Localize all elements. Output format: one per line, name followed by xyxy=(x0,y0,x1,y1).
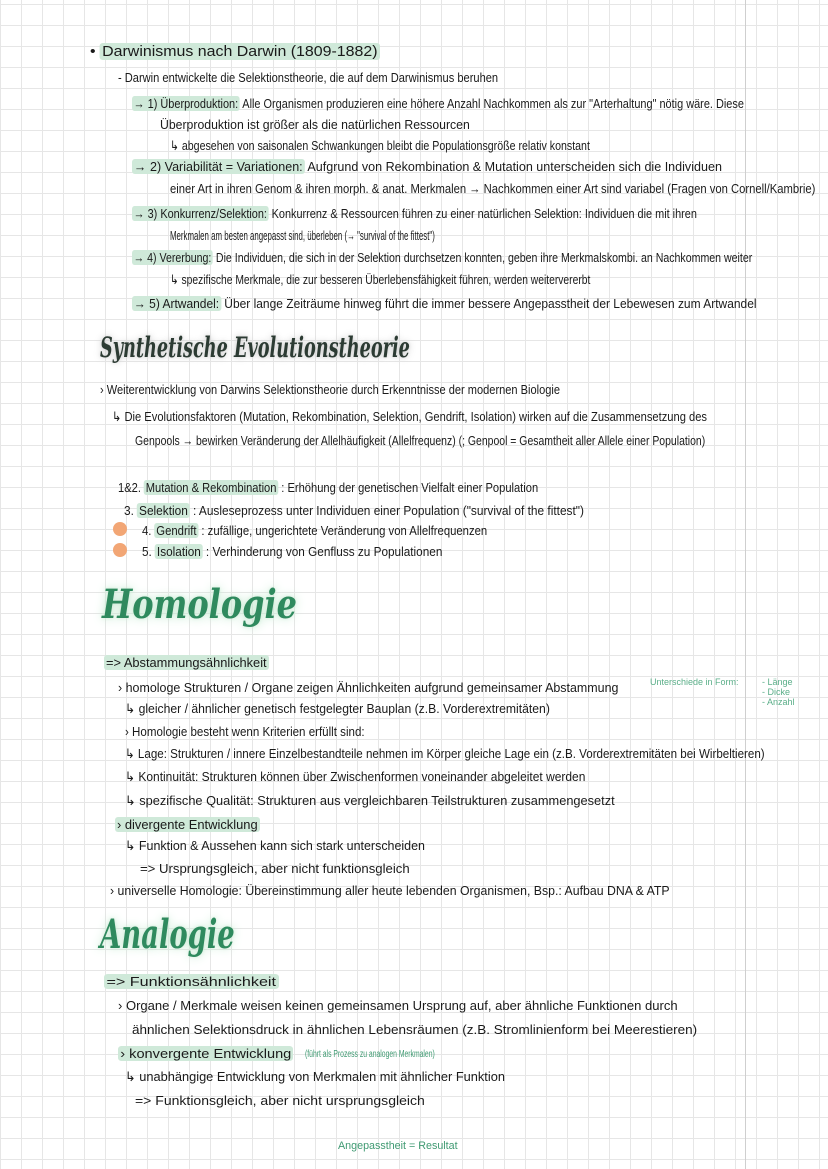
homo-line: › homologe Strukturen / Organe zeigen Ähnlichkeiten aufgrund gemeinsamer Abstammung xyxy=(118,680,619,695)
factor-5 xyxy=(142,544,442,560)
ana-line: ähnlichen Selektionsdruck in ähnlichen Lebensräumen (z.B. Stromlinienform bei Meerestieren) xyxy=(132,1022,698,1037)
homo-line xyxy=(104,655,269,671)
homo-line: => Ursprungsgleich, aber nicht funktionsgleich xyxy=(140,861,410,876)
ana-line: => Funktionsgleich, aber nicht ursprungsgleich xyxy=(135,1093,425,1108)
text: Alle Organismen produzieren eine höhere Anzahl Nachkommen als zur "Arterhaltung" nötig wäre. Diese xyxy=(242,96,744,111)
text: › konvergente Entwicklung xyxy=(118,1046,294,1061)
text: Die Individuen, die sich in der Selektion durchsetzen konnten, geben ihre Merkmalskombi. an Nachkommen weiter xyxy=(215,250,753,265)
point-2 xyxy=(132,159,722,175)
homo-line: ↳ Lage: Strukturen / innere Einzelbestandteile nehmen im Körper gleiche Lage ein (z.B. Vorderextremitäten bei Wirbeltieren) xyxy=(125,746,765,761)
synth-line: ↳ Die Evolutionsfaktoren (Mutation, Rekombination, Selektion, Gendrift, Isolation) wirken auf die Zusammensetzung des xyxy=(112,409,708,424)
label: → 1) Überproduktion: xyxy=(133,96,239,111)
factor-1 xyxy=(118,480,538,496)
darwin-intro: - Darwin entwickelte die Selektionstheorie, die auf dem Darwinismus beruhen xyxy=(118,70,499,85)
point-4-sub: ↳ spezifische Merkmale, die zur besseren Überlebensfähigkeit führen, werden weitervererbt xyxy=(170,272,591,287)
num: 3. xyxy=(124,503,134,518)
text: › divergente Entwicklung xyxy=(116,817,258,832)
name: Isolation xyxy=(156,544,201,559)
point-3 xyxy=(132,206,697,222)
homo-line: › Homologie besteht wenn Kriterien erfüllt sind: xyxy=(125,724,365,739)
homo-line: ↳ Funktion & Aussehen kann sich stark unterscheiden xyxy=(125,838,425,853)
text: : zufällige, ungerichtete Veränderung von Allelfrequenzen xyxy=(201,523,488,538)
text: Über lange Zeiträume hinweg führt die immer bessere Angepasstheit der Lebewesen zum Artwandel xyxy=(224,296,757,311)
text: : Verhinderung von Genfluss zu Populationen xyxy=(205,544,443,559)
orange-dot-icon xyxy=(113,522,127,536)
orange-dot-icon xyxy=(113,543,127,557)
text: Aufgrund von Rekombination & Mutation unterscheiden sich die Individuen xyxy=(307,159,722,174)
side-note-items xyxy=(762,677,795,707)
ana-line: ↳ unabhängige Entwicklung von Merkmalen mit ähnlicher Funktion xyxy=(125,1069,505,1084)
num: 1&2. xyxy=(118,480,141,495)
synth-heading: Synthetische Evolutionstheorie xyxy=(100,331,410,364)
item: - Länge xyxy=(762,677,793,687)
ana-line xyxy=(118,1046,294,1062)
item: - Anzahl xyxy=(762,697,795,707)
darwin-title-text: Darwinismus nach Darwin (1809-1882) xyxy=(100,43,380,60)
num: 4. xyxy=(142,523,152,538)
point-4 xyxy=(132,250,752,266)
name: Mutation & Rekombination xyxy=(145,480,277,495)
footer-note: Angepasstheit = Resultat xyxy=(338,1140,458,1152)
homo-line: ↳ spezifische Qualität: Strukturen aus vergleichbaren Teilstrukturen zusammengesetzt xyxy=(125,793,615,808)
point-5 xyxy=(132,296,757,312)
point-1-cont: Überproduktion ist größer als die natürlichen Ressourcen xyxy=(160,117,470,132)
margin-line xyxy=(745,0,746,1169)
num: 5. xyxy=(142,544,152,559)
ana-note: (führt als Prozess zu analogen Merkmalen) xyxy=(305,1049,435,1060)
name: Gendrift xyxy=(156,523,197,538)
point-2-cont: einer Art in ihren Genom & ihren morph. & anat. Merkmalen → Nachkommen einer Art sind variabel (Fragen von Cornell/Kambrie) xyxy=(170,181,816,196)
text: Konkurrenz & Ressourcen führen zu einer natürlichen Selektion: Individuen die mit ihren xyxy=(271,206,697,221)
point-1 xyxy=(132,96,744,112)
item: - Dicke xyxy=(762,687,791,697)
label: → 5) Artwandel: xyxy=(133,296,220,311)
homo-line: › universelle Homologie: Übereinstimmung aller heute lebenden Organismen, Bsp.: Aufbau DNA & ATP xyxy=(110,883,670,898)
synth-line: Genpools → bewirken Veränderung der Allelhäufigkeit (Allelfrequenz) (; Genpool = Gesamtheit aller Allele einer Population) xyxy=(135,433,706,448)
name: Selektion xyxy=(139,503,188,518)
homo-line: ↳ gleicher / ähnlicher genetisch festgelegter Bauplan (z.B. Vorderextremitäten) xyxy=(125,701,550,716)
homologie-heading: Homologie xyxy=(102,581,297,628)
analogie-heading: Analogie xyxy=(100,911,235,958)
text: => Abstammungsähnlichkeit xyxy=(105,655,267,670)
text: : Ausleseprozess unter Individuen einer Population ("survival of the fittest") xyxy=(192,503,584,518)
point-3-cont: Merkmalen am besten angepasst sind, überleben (→ "survival of the fittest") xyxy=(170,228,435,243)
label: → 2) Variabilität = Variationen: xyxy=(133,159,303,174)
ana-line xyxy=(104,974,278,990)
label: → 4) Vererbung: xyxy=(133,250,212,265)
factor-3 xyxy=(124,503,584,519)
factor-4 xyxy=(142,523,487,539)
text: : Erhöhung der genetischen Vielfalt einer Population xyxy=(281,480,539,495)
text: => Funktionsähnlichkeit xyxy=(104,974,278,989)
homo-line: ↳ Kontinuität: Strukturen können über Zwischenformen voneinander abgeleitet werden xyxy=(125,769,586,784)
label: → 3) Konkurrenz/Selektion: xyxy=(133,206,267,221)
ana-line: › Organe / Merkmale weisen keinen gemeinsamen Ursprung auf, aber ähnliche Funktionen durch xyxy=(118,998,678,1013)
homo-line xyxy=(115,817,260,833)
darwin-title: • Darwinismus nach Darwin (1809-1882) xyxy=(90,44,380,60)
side-note-label: Unterschiede in Form: xyxy=(650,677,739,687)
point-1-sub: ↳ abgesehen von saisonalen Schwankungen bleibt die Populationsgröße relativ konstant xyxy=(170,138,590,153)
synth-line: › Weiterentwicklung von Darwins Selektionstheorie durch Erkenntnisse der modernen Biologie xyxy=(100,382,560,397)
